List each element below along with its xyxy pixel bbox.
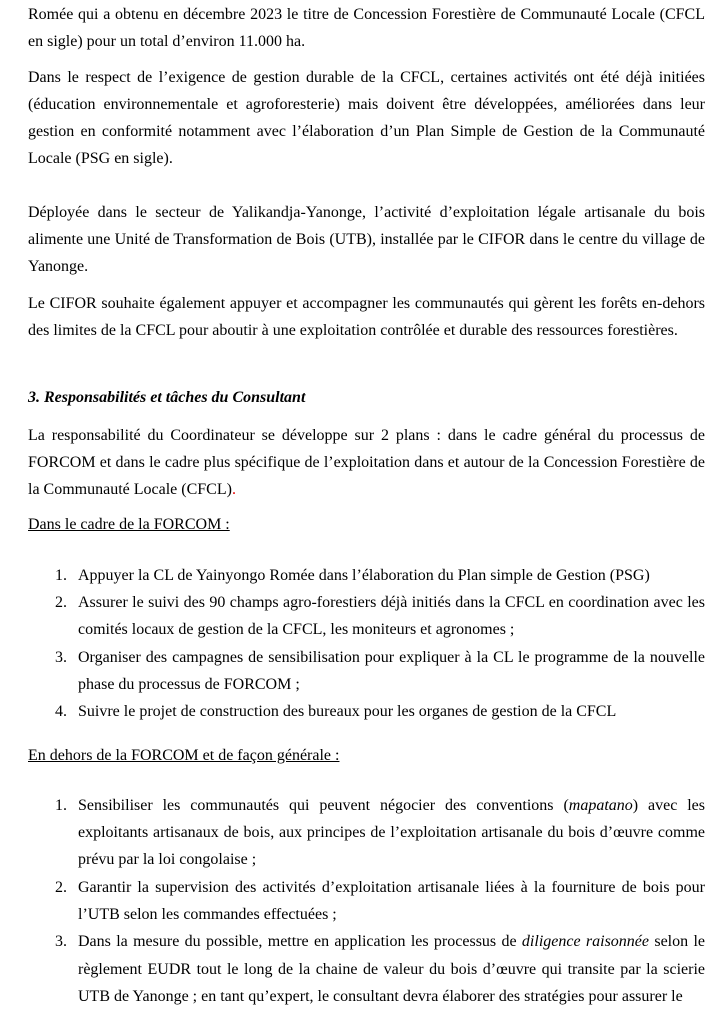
list-number: 1. [55,796,67,814]
forcom-task-3 [28,644,705,699]
segment-italic: mapatano [568,796,633,814]
list-item-text [78,797,705,869]
list-number: 4. [55,703,67,721]
general-task-list [28,792,705,1010]
list-number: 3. [55,933,67,951]
paragraph-deployee-yanonge: Déployée dans le secteur de Yalikandja-Yanonge, l’activité d’exploitation légale artisanale du bois alimente une Unité de Transformation de Bois (UTB), installée par le CIFOR dans le centre du village de Yanonge. [28,203,705,276]
forcom-task-list [28,562,705,726]
list-number: 3. [55,648,67,666]
paragraph-cifor-appui: Le CIFOR souhaite également appuyer et accompagner les communautés qui gèrent les forêts en-dehors des limites de la CFCL pour aboutir à une exploitation contrôlée et durable des ressources forestières. [28,294,705,339]
list-number: 1. [55,566,67,584]
paragraph-responsabilite-coordinateur [28,422,705,504]
list-item-text: Assurer le suivi des 90 champs agro-forestiers déjà initiés dans la CFCL en coordination avec les comités locaux de gestion de la CFCL, les moniteurs et agronomes ; [78,594,705,639]
list-item-text: Organiser des campagnes de sensibilisation pour expliquer à la CL le programme de la nouvelle phase du processus de FORCOM ; [78,648,705,693]
segment-roman: Sensibiliser les communautés qui peuvent négocier des conventions ( [78,796,569,814]
list-item-text [78,933,705,1005]
segment-italic: diligence raisonnée [521,933,649,951]
segment-roman: Garantir la supervision des activités d’exploitation artisanale liées à la fourniture de bois pour l’UTB selon les commandes effectuées ; [78,878,705,924]
paragraph-text: La responsabilité du Coordinateur se développe sur 2 plans : dans le cadre général du processus de FORCOM et dans le cadre plus spécifique de l’exploitation dans et autour de la Concession Forestière de la Communauté Locale (CFCL) [28,426,705,499]
list-number: 2. [55,878,67,896]
subheading-text: En dehors de la FORCOM et de façon générale : [28,746,340,764]
forcom-task-1 [28,562,705,589]
section-3-heading: 3. Responsabilités et tâches du Consultant [28,389,306,407]
general-task-1 [28,792,705,874]
paragraph-gestion-durable: Dans le respect de l’exigence de gestion durable de la CFCL, certaines activités ont été déjà initiées (éducation environnementale et agroforesterie) mais doivent être développées, améliorées dans leur gestion en conformité notamment avec l’élaboration d’un Plan Simple de Gestion de la Communauté Locale (PSG en sigle). [28,68,705,168]
segment-roman: Dans la mesure du possible, mettre en application les processus de [78,933,522,951]
forcom-task-2 [28,589,705,644]
forcom-task-4 [28,698,705,725]
segment-roman: selon le règlement EUDR tout le long de la chaine de valeur du bois d’œuvre qui transite par la scierie UTB de Yanonge ; en tant qu’expert, le consultant devra élaborer des stratégies pour assurer le [78,933,705,1005]
list-item-text [78,879,705,923]
general-task-3 [28,928,705,1010]
subheading-cadre-forcom [28,511,705,538]
subheading-hors-forcom [28,742,705,769]
paragraph-cfcl-title: Romée qui a obtenu en décembre 2023 le titre de Concession Forestière de Communauté Locale (CFCL en sigle) pour un total d’environ 11.000 ha. [28,6,705,51]
list-item-text: Suivre le projet de construction des bureaux pour les organes de gestion de la CFCL [78,703,617,721]
list-number: 2. [55,594,67,612]
list-item-text: Appuyer la CL de Yainyongo Romée dans l’élaboration du Plan simple de Gestion (PSG) [78,566,650,584]
red-period: . [231,481,236,499]
segment-roman: ) avec les exploitants artisanaux de bois, aux principes de l’exploitation artisanale du bois d’œuvre comme prévu par la loi congolaise ; [78,796,705,869]
subheading-text: Dans le cadre de la FORCOM : [28,516,230,534]
general-task-2 [28,874,705,929]
